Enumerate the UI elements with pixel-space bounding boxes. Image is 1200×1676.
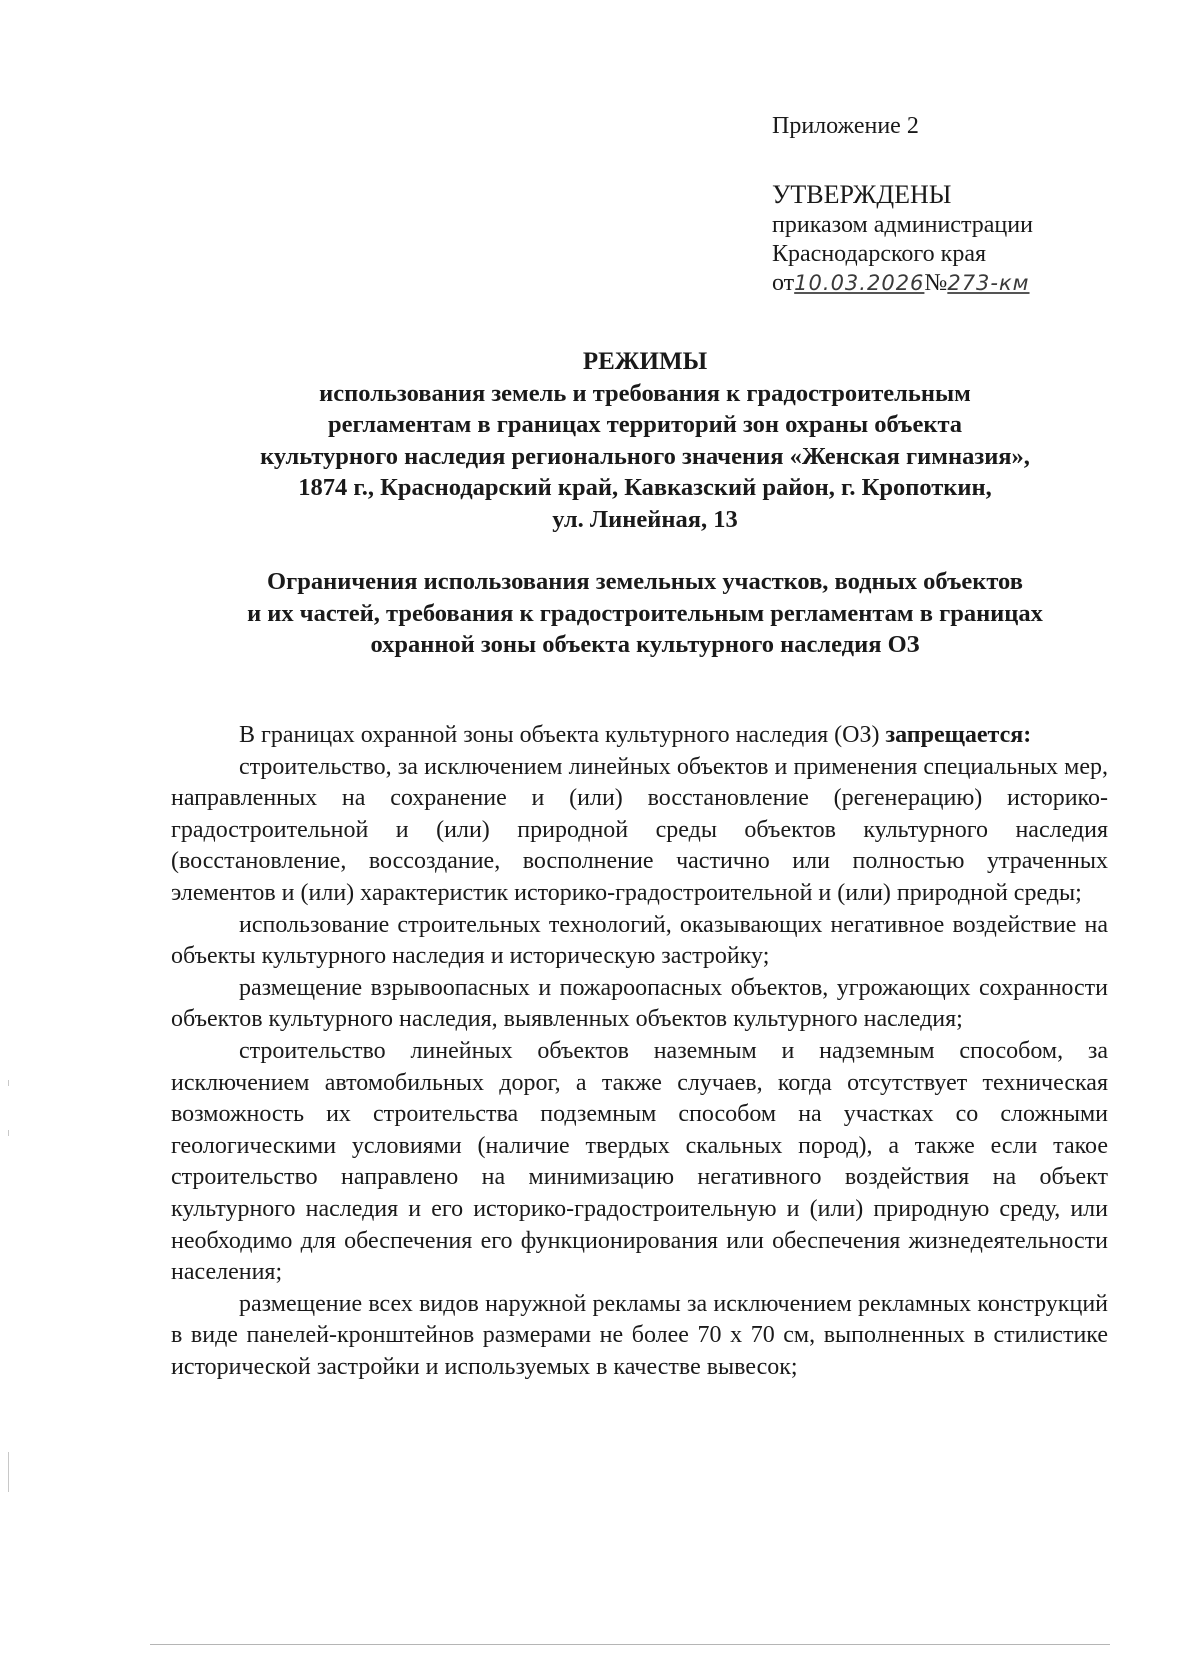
from-label: от bbox=[772, 270, 795, 296]
number-label: № bbox=[924, 270, 948, 296]
approved-heading: УТВЕРЖДЕНЫ bbox=[772, 180, 952, 209]
title-line-5: ул. Линейная, 13 bbox=[552, 505, 738, 533]
paragraph-5: размещение всех видов наружной рекламы за исключением рекламных конструкций в виде панелей-кронштейнов размерами не более 70 х 70 см, выполненных в стилистике исторической застройки и используемых в качестве вывесок; bbox=[171, 1290, 1108, 1380]
paragraph-2: использование строительных технологий, оказывающих негативное воздействие на объекты культурного наследия и историческую застройку; bbox=[171, 911, 1108, 970]
body-text bbox=[171, 720, 1108, 1383]
intro-paragraph bbox=[171, 720, 1108, 752]
intro-bold: запрещается: bbox=[885, 722, 1032, 748]
handwritten-date: 10.03.2026 bbox=[794, 271, 925, 295]
footer-rule bbox=[150, 1644, 1110, 1645]
approval-block bbox=[772, 112, 1172, 298]
approval-date-line bbox=[772, 269, 1172, 298]
scan-artifact bbox=[8, 1080, 9, 1086]
appendix-label: Приложение 2 bbox=[772, 113, 919, 139]
title-line-1: использования земель и требования к градостроительным bbox=[319, 379, 971, 407]
scan-artifact bbox=[8, 1452, 9, 1492]
intro-text: В границах охранной зоны объекта культурного наследия (ОЗ) bbox=[239, 722, 886, 748]
section-line-2: и их частей, требования к градостроительным регламентам в границах bbox=[247, 599, 1043, 627]
section-line-1: Ограничения использования земельных участков, водных объектов bbox=[267, 568, 1023, 595]
main-title: РЕЖИМЫ bbox=[582, 348, 708, 375]
approval-line-2: Краснодарского края bbox=[772, 241, 987, 267]
title-line-3: культурного наследия регионального значения «Женская гимназия», bbox=[260, 442, 1030, 470]
section-line-3: охранной зоны объекта культурного наследия ОЗ bbox=[370, 631, 920, 658]
approval-line-1: приказом администрации bbox=[772, 212, 1033, 238]
title-line-2: регламентам в границах территорий зон охраны объекта bbox=[327, 411, 963, 438]
handwritten-number: 273-км bbox=[947, 271, 1030, 295]
paragraph-4: строительство линейных объектов наземным и надземным способом, за исключением автомобильных дорог, а также случаев, когда отсутствует техническая возможность их строительства подземным способом на участках со сложными геологическими условиями (наличие твердых скальных пород), а также если такое строительство направлено на минимизацию негативного воздействия на объект культурного наследия и его историко-градостроительную и (или) природную среду, или необходимо для обеспечения его функционирования или обеспечения жизнедеятельности населения; bbox=[171, 1037, 1108, 1286]
paragraph-3: размещение взрывоопасных и пожароопасных объектов, угрожающих сохранности объектов культурного наследия, выявленных объектов культурного наследия; bbox=[171, 974, 1108, 1033]
title-line-4: 1874 г., Краснодарский край, Кавказский район, г. Кропоткин, bbox=[298, 474, 992, 501]
paragraph-1: строительство, за исключением линейных объектов и применения специальных мер, направленных на сохранение и (или) восстановление (регенерацию) историко-градостроительной и (или) природной среды объектов культурного наследия (восстановление, воссоздание, восполнение частично или полностью утраченных элементов и (или) характеристик историко-градостроительной и (или) природной среды; bbox=[171, 753, 1108, 906]
section-heading bbox=[150, 566, 1140, 661]
scan-artifact bbox=[8, 1130, 9, 1136]
document-title bbox=[150, 346, 1140, 535]
